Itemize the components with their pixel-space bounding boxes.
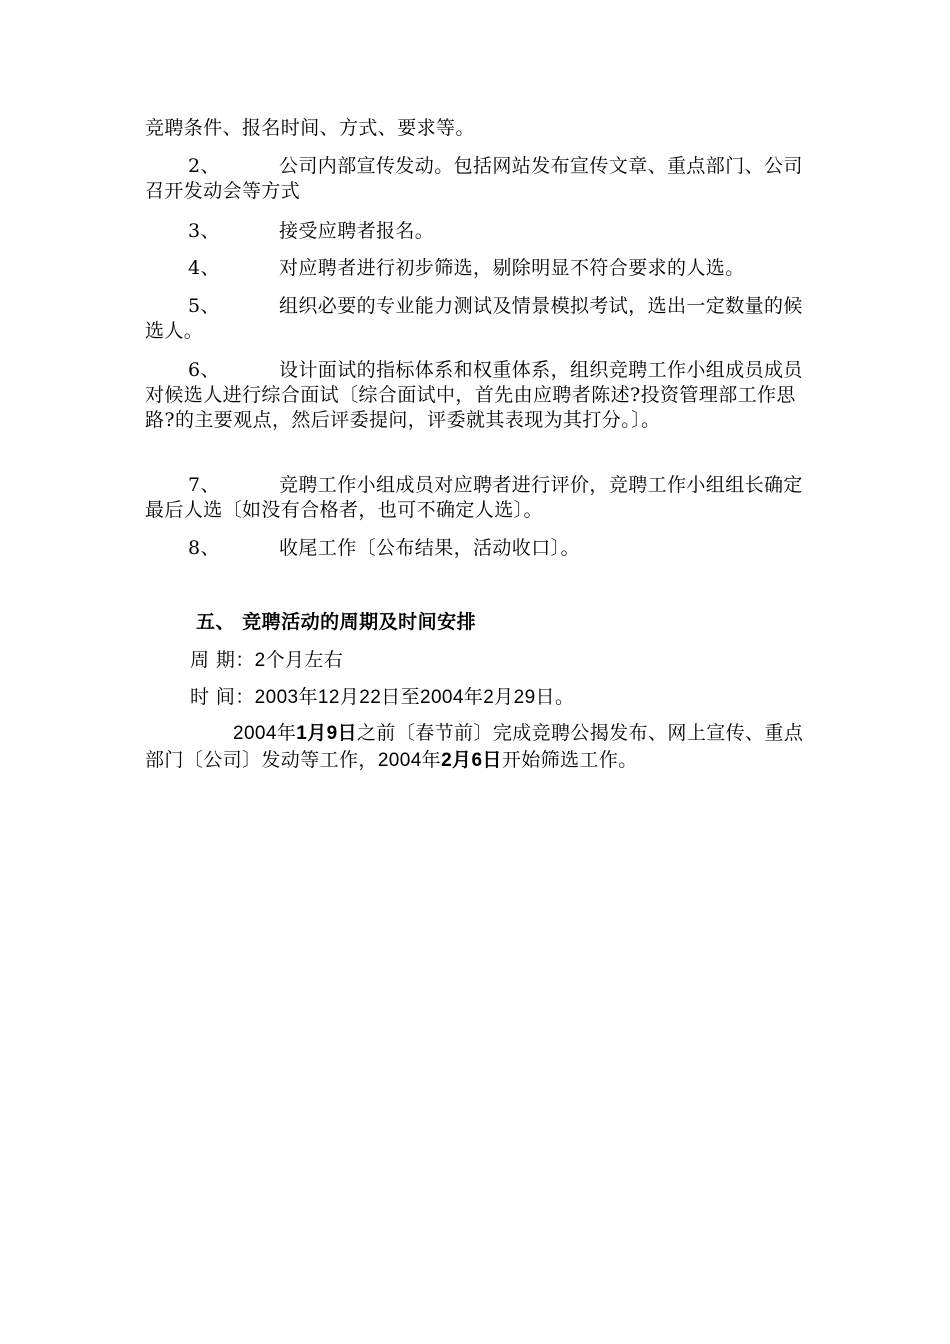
schedule-date-2: 2月6日: [441, 750, 502, 771]
period-label: 周 期：: [190, 649, 255, 671]
step-item: [145, 536, 810, 561]
section-heading: 五、 竞聘活动的周期及时间安排: [196, 611, 477, 633]
step-number: 7、: [188, 474, 220, 496]
step-text: 竞聘工作小组成员对应聘者进行评价，竞聘工作小组组长确定最后人选〔如没有合格者，也可不确定人选〕。: [145, 474, 803, 521]
time-value: 2003年12月22日至2004年2月29日。: [254, 687, 575, 708]
step-number: 6、: [188, 359, 220, 381]
step-text: 收尾工作〔公布结果，活动收口〕。: [279, 537, 580, 559]
step-item: [145, 358, 810, 433]
step-item: [145, 154, 810, 204]
time-label: 时 间：: [190, 686, 255, 708]
schedule-text-2: 开始筛选工作。: [501, 749, 638, 771]
intro-line: 竞聘条件、报名时间、方式、要求等。: [145, 117, 475, 139]
schedule-year-1: 2004年: [233, 723, 297, 744]
step-item: [145, 294, 810, 344]
step-item: [145, 219, 810, 244]
step-number: 4、: [188, 257, 220, 279]
step-text: 设计面试的指标体系和权重体系，组织竞聘工作小组成员成员对候选人进行综合面试〔综合面试中，首先由应聘者陈述?投资管理部工作思路?的主要观点，然后评委提问，评委就其表现为其打分。〕。: [145, 359, 803, 431]
schedule-text-1: 之前〔春节前〕完成竞聘公揭发布、网上宣传、重点部门〔公司〕发动等工作，: [145, 722, 804, 771]
schedule-paragraph: [145, 720, 810, 774]
step-number: 3、: [188, 220, 220, 242]
schedule-year-2: 2004年: [377, 750, 442, 771]
period-value: 2个月左右: [254, 650, 344, 671]
schedule-date-1: 1月9日: [296, 723, 358, 744]
step-text: 对应聘者进行初步筛选，剔除明显不符合要求的人选。: [279, 257, 745, 279]
step-number: 8、: [188, 537, 220, 559]
step-item: [145, 473, 810, 523]
time-line: [190, 683, 574, 712]
step-number: 2、: [188, 155, 220, 177]
step-text: 接受应聘者报名。: [279, 220, 435, 242]
step-text: 组织必要的专业能力测试及情景模拟考试，选出一定数量的候选人。: [145, 295, 803, 342]
step-text: 公司内部宣传发动。包括网站发布宣传文章、重点部门、公司召开发动会等方式: [145, 155, 803, 202]
period-line: [190, 646, 343, 675]
step-item: [145, 256, 810, 281]
step-number: 5、: [188, 295, 220, 317]
